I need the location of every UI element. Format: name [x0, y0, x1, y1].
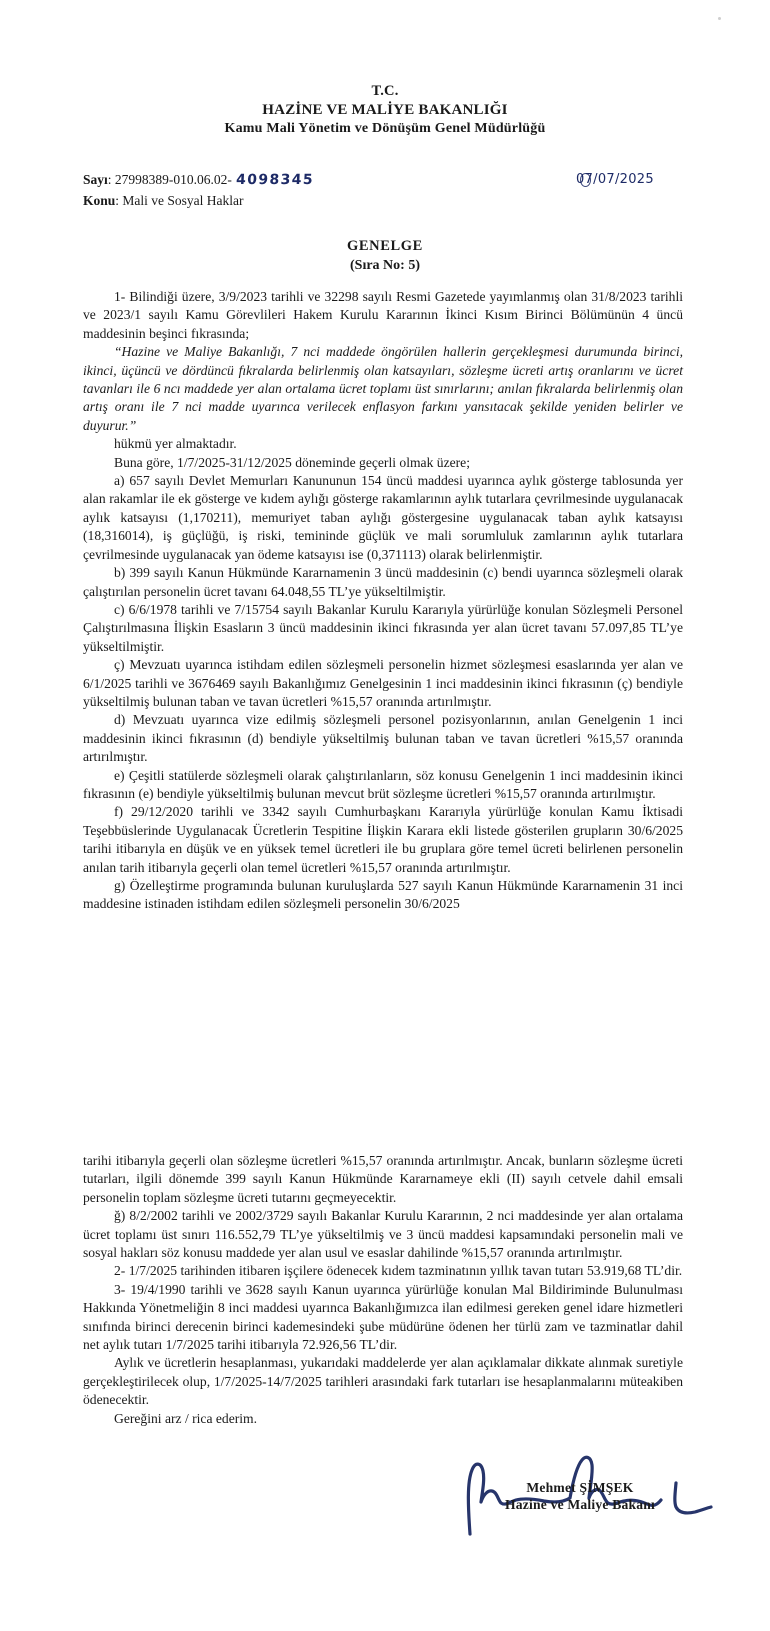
paragraph-item-g: g) Özelleştirme programında bulunan kuruluşlarda 527 sayılı Kanun Hükmünde Kararnamenin 31 inci maddesine istinaden istihdam edilen sözleşmeli personelin 30/6/2025: [83, 878, 683, 912]
scan-speck: [718, 17, 721, 20]
paragraph-item-a: a) 657 sayılı Devlet Memurları Kanununun 154 üncü maddesi uyarınca aylık gösterge tablosunda yer alan rakamlar ile ek gösterge ve kıdem aylığı gösterge rakamlarının aylık tutarlara çevrilmesinde uygulanacak aylık katsayısı (1,170211), memuriyet taban aylığı göstergesine uygulanacak taban aylık katsayısı (18,316014), iş güçlüğü, iş riski, temininde güçlük ve mali sorumluluk zamlarının aylık tutarlara çevrilmesinde uygulanacak yan ödeme katsayısı ise (0,371113) olarak belirlenmiştir.: [83, 473, 683, 562]
paragraph-continuation: tarihi itibarıyla geçerli olan sözleşme ücretleri %15,57 oranında artırılmıştır. Ancak, bunların sözleşme ücreti tutarları, ilgili dönemde 399 sayılı Kanun Hükmünde Kararnameye ekli (II) sayılı cetvele dahil emsali personelin toplam sözleşme ücreti tutarını geçmeyecektir.: [83, 1153, 683, 1205]
sayi-label: Sayı: [83, 172, 108, 187]
sayi-value: : 27998389-010.06.02-: [107, 172, 232, 187]
signatory-name: Mehmet ŞİMŞEK: [526, 1480, 634, 1495]
paragraph-item-2: 2- 1/7/2025 tarihinden itibaren işçilere ödenecek kıdem tazminatının yıllık tavan tutarı 53.919,68 TL’dir.: [114, 1263, 683, 1279]
letterhead-ministry: HAZİNE VE MALİYE BAKANLIĞI: [262, 101, 508, 118]
paragraph-item-b: b) 399 sayılı Kanun Hükmünde Kararnamenin 3 üncü maddesinin (c) bendi uyarınca sözleşmeli olarak çalıştırılan personelin ücret tavanı 64.048,55 TL’ye yükseltilmiştir.: [83, 565, 683, 599]
paragraph: 1- Bilindiği üzere, 3/9/2023 tarihli ve 32298 sayılı Resmi Gazetede yayımlanmış olan 31/8/2023 tarihli ve 2023/1 sayılı Kamu Görevlileri Hakem Kurulu Kararının İkinci Kısım Birinci Bölümünün 4 üncü maddesinin beşinci fıkrasında;: [83, 289, 683, 341]
page-title: GENELGE: [347, 238, 423, 254]
konu-row: [83, 191, 314, 210]
signatory-role: Hazine ve Maliye Bakanı: [505, 1497, 655, 1512]
paragraph-item-cc: ç) Mevzuatı uyarınca istihdam edilen sözleşmeli personelin hizmet sözleşmesi esaslarında yer alan ve 6/1/2025 tarihli ve 3676469 sayılı Bakanlığımız Genelgesinin 1 inci maddesinin ikinci fıkrasının (ç) bendiyle yükseltilmiş bulunan taban ve tavan ücretleri %15,57 oranında artırılmıştır.: [83, 657, 683, 709]
konu-value: : Mali ve Sosyal Haklar: [115, 192, 244, 208]
signature-block: [430, 1480, 730, 1513]
paragraph-salutation: Gereğini arz / rica ederim.: [114, 1410, 258, 1426]
paragraph-closing: Aylık ve ücretlerin hesaplanması, yukarıdaki maddelerde yer alan açıklamalar dikkate alınmak suretiyle gerçekleştirilecek olup, 1/7/2025-14/7/2025 tarihleri arasındaki fark tutarları ise hesaplanmalarını müteakiben ödenecektir.: [83, 1355, 683, 1408]
page-subtitle: (Sıra No: 5): [350, 258, 420, 273]
paragraph-item-f: f) 29/12/2020 tarihli ve 3342 sayılı Cumhurbaşkanı Kararıyla yürürlüğe konulan Kamu İktisadi Teşebbüslerinde Uygulanacak Ücretlerin Tespitine İlişkin Karara ekli listede gösterilen grupların 30/6/2025 tarihi itibarıyla en düşük ve en yüksek temel ücretleri ile bu gruplara göre temel ücreti belirlenen personelin anılan tarih itibarıyla geçerli olan temel ücretleri %15,57 oranında artırılmıştır.: [83, 804, 683, 875]
paragraph: hükmü yer almaktadır.: [114, 436, 237, 452]
quoted-provision: “Hazine ve Maliye Bakanlığı, 7 nci maddede öngörülen hallerin gerçekleşmesi durumunda birinci, ikinci, üçüncü ve dördüncü fıkralarda belirlenmiş olan katsayıları, sözleşme ücreti artış oranlarını ve ücret tavanları ile 6 ncı maddede yer alan ortalama ücret toplamı üst sınırlarını; anılan fıkralarda belirlenmiş olan artış oranı ile 7 nci madde uyarınca verilecek enflasyon farkını yansıtacak şekilde yeniden belirler ve duyurur.”: [83, 344, 683, 433]
paragraph-item-gg: ğ) 8/2/2002 tarihli ve 2002/3729 sayılı Bakanlar Kurulu Kararının, 2 nci maddesinde yer alan ortalama ücret toplamı üst sınırı 116.552,79 TL’ye yükseltilmiş ve 3 üncü maddesi kapsamındaki personelin mali ve sosyal hakları söz konusu maddede yer alan usul ve esaslar dahilinde %15,57 oranında artırılmıştır.: [83, 1208, 683, 1261]
paragraph-item-e: e) Çeşitli statülerde sözleşmeli olarak çalıştırılanların, söz konusu Genelgenin 1 inci maddesinin ikinci fıkrasının (e) bendiyle yükseltilmiş bulunan mevcut brüt sözleşme ücretleri %15,57 oranında artırılmıştır.: [83, 767, 683, 801]
document-date: [576, 172, 654, 187]
body-text-page-one: [83, 288, 683, 914]
body-text-page-two: [83, 1152, 683, 1428]
letterhead: [0, 82, 770, 139]
konu-label: Konu: [83, 192, 116, 208]
sayi-row: [83, 170, 314, 191]
letterhead-department: Kamu Mali Yönetim ve Dönüşüm Genel Müdürlüğü: [224, 121, 546, 137]
document-meta: [83, 170, 314, 210]
paragraph-item-d: d) Mevzuatı uyarınca vize edilmiş sözleşmeli personel pozisyonlarının, anılan Genelgenin 1 inci maddesinin ikinci fıkrasının (d) bendiyle yükseltilmiş bulunan taban ve tavan ücretleri %15,57 oranında artırılmıştır.: [83, 712, 683, 765]
document-date-text: 07/07/2025: [576, 172, 654, 187]
sayi-handwritten-number: 4098345: [235, 172, 315, 188]
paragraph-item-c: c) 6/6/1978 tarihli ve 7/15754 sayılı Bakanlar Kurulu Kararıyla yürürlüğe konulan Sözleşmeli Personel Çalıştırılmasına İlişkin Esasların 3 üncü maddesinin ikinci fıkrasında yer alan ücret tavanı 57.097,85 TL’ye yükseltilmiştir.: [83, 601, 683, 654]
paragraph: Buna göre, 1/7/2025-31/12/2025 döneminde geçerli olmak üzere;: [114, 454, 470, 470]
paragraph-item-3: 3- 19/4/1990 tarihli ve 3628 sayılı Kanun uyarınca yürürlüğe konulan Mal Bildiriminde Bulunulması Hakkında Yönetmeliğin 8 inci maddesi uyarınca Bakanlığımızca ilan edilmesi gereken genel idare hizmetleri sınıfında birinci derecenin birinci kademesindeki şube müdürüne ödenen her türlü zam ve tazminatlar dahil net aylık tutarı 1/7/2025 tarihi itibarıyla 72.926,56 TL’dir.: [83, 1281, 683, 1353]
document-title-block: [0, 236, 770, 275]
letterhead-republic: T.C.: [371, 83, 399, 99]
